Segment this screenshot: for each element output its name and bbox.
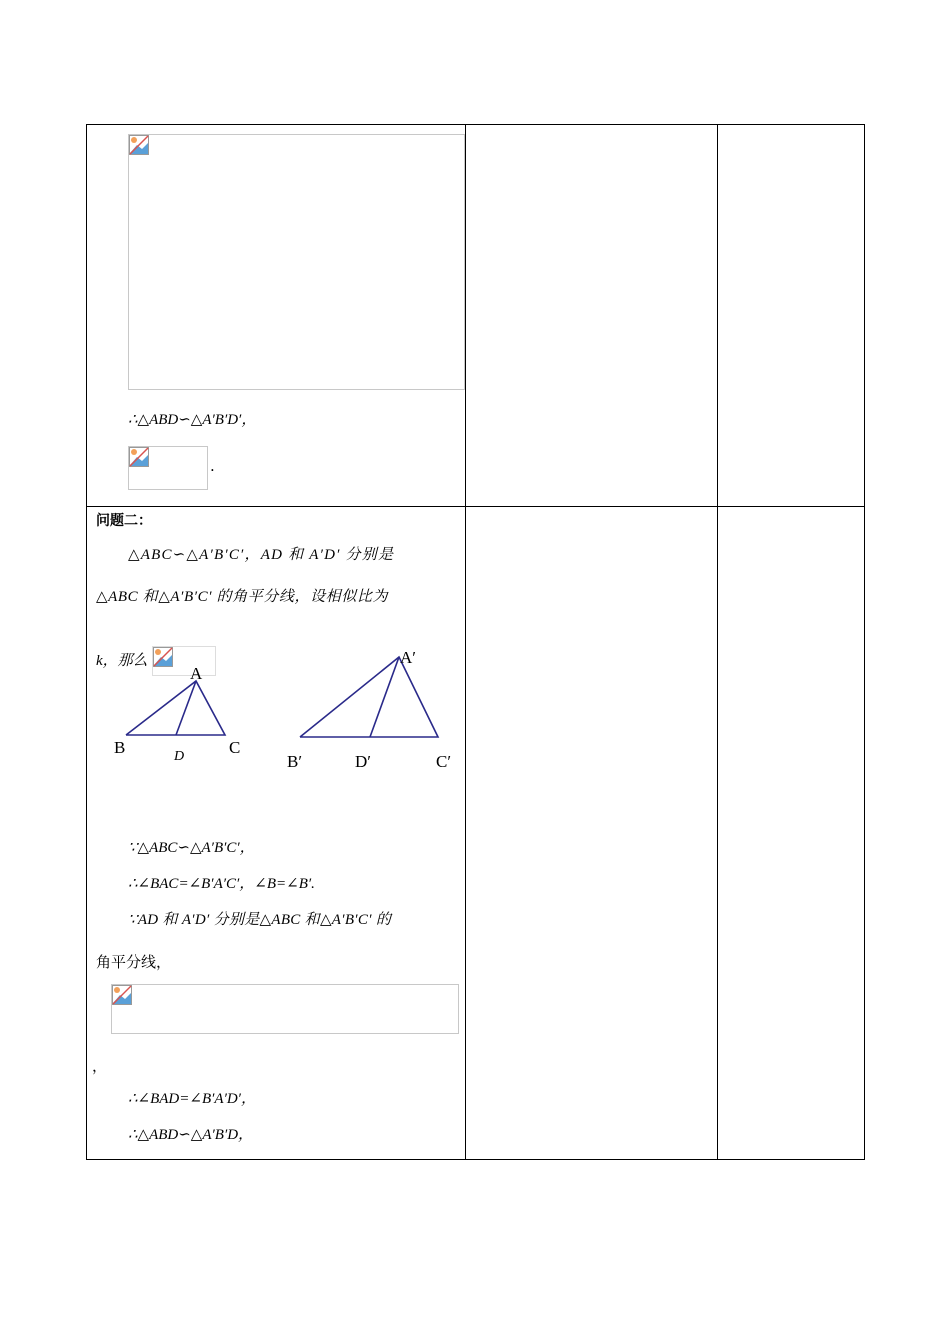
label-d: D [174, 749, 185, 764]
step-3-line-1: ∵AD 和 A′D′ 分别是△ABC 和△A′B′C′ 的 [128, 912, 392, 928]
period: . [210, 457, 215, 475]
label-c: C [229, 738, 241, 757]
table-top-border [86, 124, 865, 125]
intro-line-3: k，那么 [96, 653, 148, 669]
column-divider-1 [465, 124, 466, 1160]
image-placeholder-wide [111, 984, 459, 1034]
broken-image-icon [129, 447, 149, 467]
broken-image-icon [112, 985, 132, 1005]
step-2-therefore-angles: ∴∠BAC=∠B′A′C′，∠B=∠B′. [128, 876, 315, 892]
image-placeholder-large [128, 134, 465, 390]
table-left-border [86, 124, 87, 1160]
step-4-therefore-angle-bad: ∴∠BAD=∠B′A′D′， [128, 1091, 256, 1107]
image-placeholder-small [128, 446, 208, 490]
triangle-abc [126, 681, 225, 735]
label-b-prime: B′ [287, 752, 303, 771]
broken-image-icon [129, 135, 149, 155]
row-divider [86, 506, 865, 507]
comma: ， [92, 1057, 108, 1075]
intro-line-1: △ABC∽△A′B′C′，AD 和 A′D′ 分别是 [128, 547, 395, 563]
table-right-border [864, 124, 865, 1160]
step-1-because-similar: ∵△ABC∽△A′B′C′， [128, 840, 255, 856]
problem-two-heading: 问题二： [96, 513, 152, 529]
intro-line-2: △ABC 和△A′B′C′ 的角平分线，设相似比为 [96, 589, 389, 605]
step-3-line-2: 角平分线， [96, 953, 172, 971]
label-d-prime: D′ [355, 752, 371, 771]
label-b: B [114, 738, 126, 757]
label-a: A [190, 664, 203, 683]
table-bottom-border [86, 1159, 865, 1160]
triangle-abc-prime [300, 657, 438, 737]
step-5-therefore-similar-abd: ∴△ABD∽△A′B′D， [128, 1127, 254, 1143]
label-c-prime: C′ [436, 752, 452, 771]
label-a-prime: A′ [400, 648, 416, 667]
column-divider-2 [717, 124, 718, 1160]
therefore-similar-abd: ∴△ABD∽△A′B′D′， [128, 412, 257, 428]
